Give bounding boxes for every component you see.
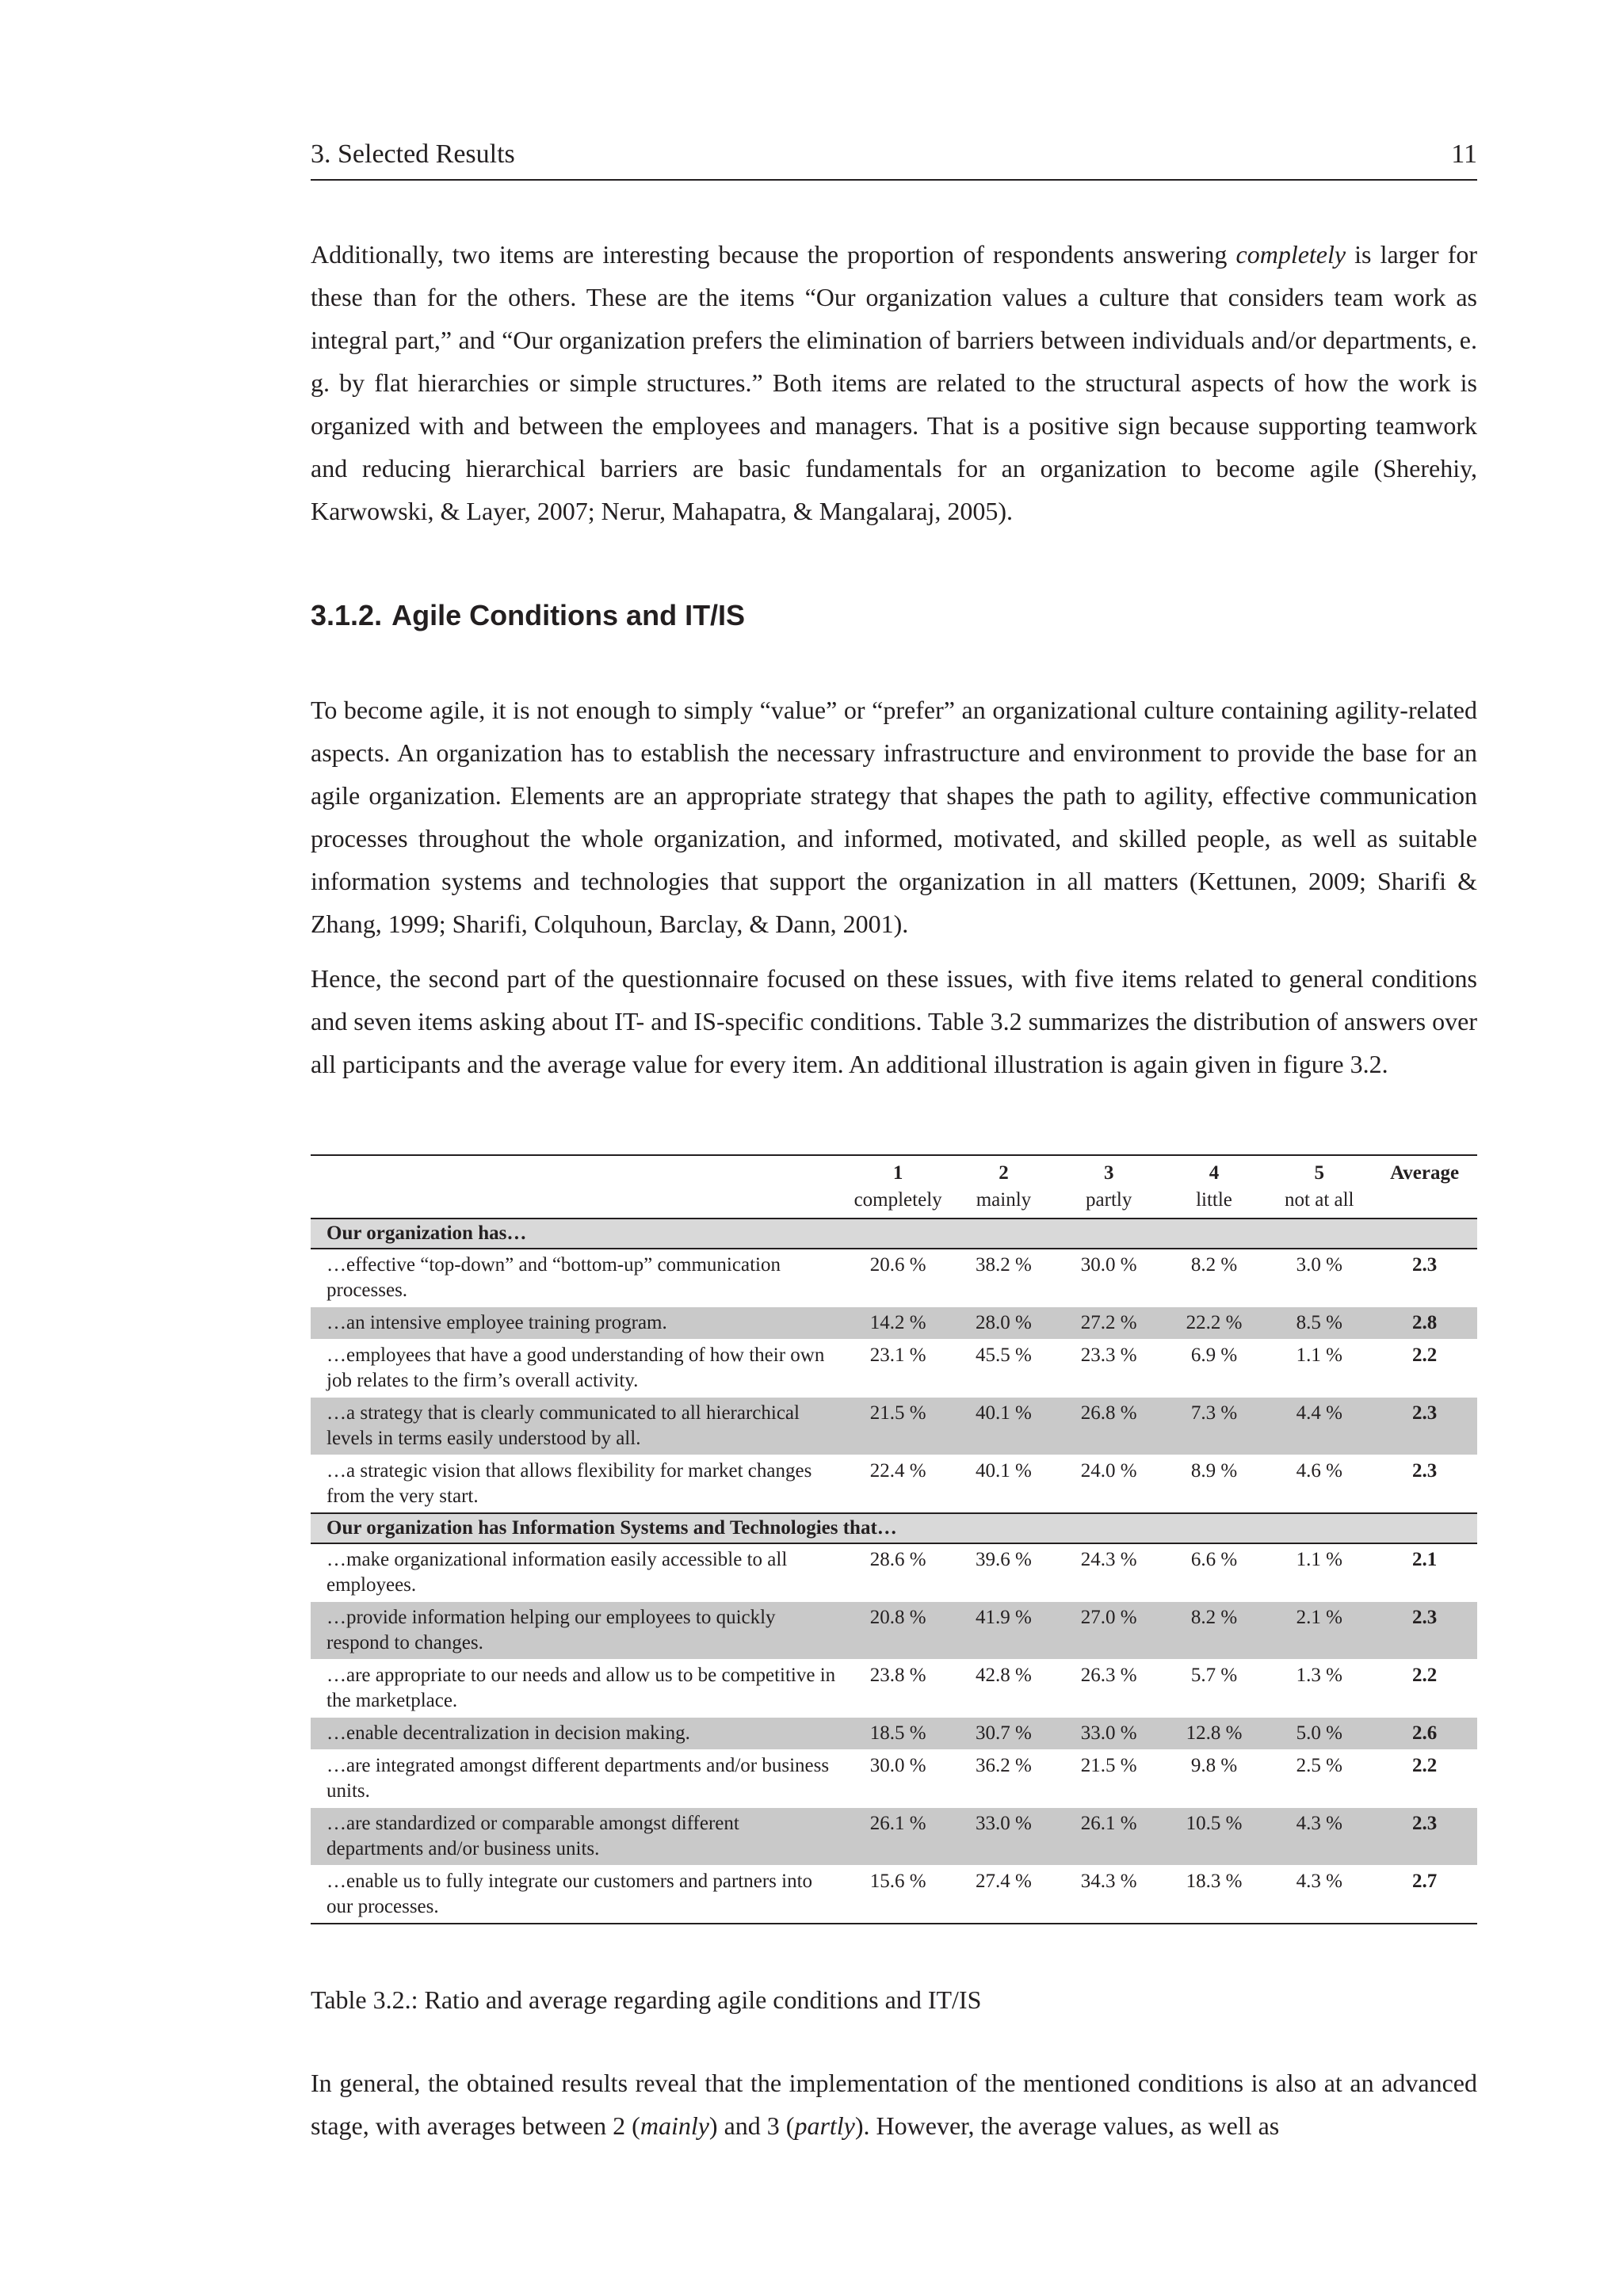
header-number: 5 [1314, 1162, 1325, 1184]
cell-mainly: 28.0 % [951, 1307, 1056, 1340]
cell-completely: 20.6 % [845, 1249, 951, 1307]
header-label-row [311, 1186, 1477, 1219]
page-number: 11 [1451, 139, 1477, 169]
header-average: Average [1390, 1162, 1460, 1184]
cell-little: 6.9 % [1162, 1340, 1267, 1398]
cell-completely: 30.0 % [845, 1750, 951, 1808]
cell-average: 2.3 [1372, 1808, 1477, 1866]
cell-little: 10.5 % [1162, 1808, 1267, 1866]
cell-completely: 22.4 % [845, 1455, 951, 1514]
cell-partly: 21.5 % [1056, 1750, 1162, 1808]
table-row [311, 1750, 1477, 1808]
group-row-information-systems [311, 1513, 1477, 1543]
cell-completely: 20.8 % [845, 1602, 951, 1660]
table-row [311, 1455, 1477, 1514]
paragraph-text: is larger for these than for the others. These are the items “Our organization values a culture that considers team work as integral part,” and “Our organization prefers the elimination of barriers between individuals and/or departments, e. g. by flat hierarchies or simple structures.” Both items are related to the structural aspects of how the work is organized with and between the employees and managers. That is a positive sign because supporting teamwork and reducing hierarchical barriers are basic fundamentals for an organization to become agile (Sherehiy, Karwowski, & Layer, 2007; Nerur, Mahapatra, & Mangalaraj, 2005). [311, 240, 1478, 525]
cell-not-at-all: 2.5 % [1266, 1750, 1372, 1808]
cell-mainly: 42.8 % [951, 1660, 1056, 1718]
cell-average: 2.3 [1372, 1398, 1477, 1455]
paragraph-agility-elements: To become agile, it is not enough to simply “value” or “prefer” an organizational culture containing agility-related aspects. An organization has to establish the necessary infrastructure and environment to provide the base for an agile organization. Elements are an appropriate strategy that shapes the path to agility, effective communication processes throughout the whole organization, and informed, motivated, and skilled people, as well as suitable information systems and technologies that support the organization in all matters (Kettunen, 2009; Sharifi & Zhang, 1999; Sharifi, Colquhoun, Barclay, & Dann, 2001). [311, 696, 1477, 938]
cell-little: 8.2 % [1162, 1249, 1267, 1307]
table-row [311, 1398, 1477, 1455]
header-number: 3 [1103, 1162, 1114, 1184]
table-row [311, 1340, 1477, 1398]
row-label: …an intensive employee training program. [311, 1307, 845, 1340]
cell-partly: 34.3 % [1056, 1866, 1162, 1924]
cell-mainly: 27.4 % [951, 1866, 1056, 1924]
cell-little: 5.7 % [1162, 1660, 1267, 1718]
paragraph-text: Additionally, two items are interesting because the proportion of respondents answering [311, 240, 1236, 269]
cell-not-at-all: 4.3 % [1266, 1866, 1372, 1924]
table-row [311, 1866, 1477, 1924]
cell-average: 2.3 [1372, 1455, 1477, 1514]
cell-partly: 24.0 % [1056, 1455, 1162, 1514]
cell-completely: 23.8 % [845, 1660, 951, 1718]
cell-average: 2.3 [1372, 1602, 1477, 1660]
cell-partly: 24.3 % [1056, 1543, 1162, 1602]
subsection-heading [311, 597, 745, 635]
cell-average: 2.2 [1372, 1340, 1477, 1398]
cell-partly: 27.0 % [1056, 1602, 1162, 1660]
cell-mainly: 39.6 % [951, 1543, 1056, 1602]
cell-average: 2.1 [1372, 1543, 1477, 1602]
cell-mainly: 38.2 % [951, 1249, 1056, 1307]
header-empty [311, 1186, 845, 1219]
cell-little: 18.3 % [1162, 1866, 1267, 1924]
cell-not-at-all: 4.3 % [1266, 1808, 1372, 1866]
group-label: Our organization has Information Systems and Technologies that… [311, 1513, 1477, 1543]
cell-partly: 30.0 % [1056, 1249, 1162, 1307]
table-row [311, 1307, 1477, 1340]
header-number-row [311, 1155, 1477, 1186]
cell-average: 2.6 [1372, 1718, 1477, 1750]
paragraph-completely-items [311, 233, 1477, 532]
cell-little: 8.2 % [1162, 1602, 1267, 1660]
cell-little: 8.9 % [1162, 1455, 1267, 1514]
table-row [311, 1808, 1477, 1866]
paragraph-text: ) and 3 ( [708, 2111, 795, 2140]
header-label: mainly [976, 1189, 1032, 1211]
header-empty [311, 1155, 845, 1186]
row-label: …a strategy that is clearly communicated to all hierarchical levels in terms easily understood by all. [311, 1398, 845, 1455]
cell-average: 2.8 [1372, 1307, 1477, 1340]
cell-completely: 15.6 % [845, 1866, 951, 1924]
cell-average: 2.2 [1372, 1750, 1477, 1808]
header-label: completely [854, 1189, 942, 1211]
row-label: …provide information helping our employees to quickly respond to changes. [311, 1602, 845, 1660]
cell-average: 2.3 [1372, 1249, 1477, 1307]
subsection-title: Agile Conditions and IT/IS [391, 599, 746, 631]
cell-not-at-all: 3.0 % [1266, 1249, 1372, 1307]
cell-mainly: 33.0 % [951, 1808, 1056, 1866]
cell-not-at-all: 5.0 % [1266, 1718, 1372, 1750]
cell-mainly: 41.9 % [951, 1602, 1056, 1660]
table-row [311, 1543, 1477, 1602]
paragraph-general-results [311, 2061, 1477, 2147]
paragraph-text: In general, the obtained results reveal that the implementation of the mentioned conditions is also at an advanced stage, with averages between 2 ( [311, 2069, 1477, 2140]
cell-completely: 14.2 % [845, 1307, 951, 1340]
running-header [311, 135, 1477, 181]
cell-not-at-all: 8.5 % [1266, 1307, 1372, 1340]
emphasis-mainly: mainly [640, 2111, 709, 2140]
header-empty [1372, 1186, 1477, 1219]
table-header [311, 1155, 1477, 1219]
cell-completely: 18.5 % [845, 1718, 951, 1750]
cell-not-at-all: 1.1 % [1266, 1543, 1372, 1602]
cell-not-at-all: 1.1 % [1266, 1340, 1372, 1398]
emphasis-partly: partly [794, 2111, 855, 2140]
table-row [311, 1718, 1477, 1750]
cell-mainly: 36.2 % [951, 1750, 1056, 1808]
header-number: 2 [999, 1162, 1009, 1184]
cell-little: 9.8 % [1162, 1750, 1267, 1808]
row-label: …are integrated amongst different departments and/or business units. [311, 1750, 845, 1808]
cell-partly: 23.3 % [1056, 1340, 1162, 1398]
cell-not-at-all: 4.4 % [1266, 1398, 1372, 1455]
cell-mainly: 40.1 % [951, 1398, 1056, 1455]
paragraph-text: ). However, the average values, as well as [854, 2111, 1280, 2140]
header-label: little [1196, 1189, 1232, 1211]
group-label: Our organization has… [311, 1219, 1477, 1249]
cell-average: 2.2 [1372, 1660, 1477, 1718]
row-label: …enable decentralization in decision making. [311, 1718, 845, 1750]
cell-completely: 21.5 % [845, 1398, 951, 1455]
table-caption: Table 3.2.: Ratio and average regarding agile conditions and IT/IS [311, 1985, 982, 2014]
header-label: partly [1086, 1189, 1132, 1211]
row-label: …make organizational information easily accessible to all employees. [311, 1543, 845, 1602]
cell-completely: 26.1 % [845, 1808, 951, 1866]
cell-partly: 26.8 % [1056, 1398, 1162, 1455]
row-label: …effective “top-down” and “bottom-up” communication processes. [311, 1249, 845, 1307]
cell-mainly: 30.7 % [951, 1718, 1056, 1750]
cell-little: 12.8 % [1162, 1718, 1267, 1750]
row-label: …are standardized or comparable amongst different departments and/or business units. [311, 1808, 845, 1866]
row-label: …employees that have a good understanding of how their own job relates to the firm’s overall activity. [311, 1340, 845, 1398]
cell-partly: 27.2 % [1056, 1307, 1162, 1340]
table-row [311, 1602, 1477, 1660]
cell-little: 7.3 % [1162, 1398, 1267, 1455]
cell-partly: 33.0 % [1056, 1718, 1162, 1750]
cell-not-at-all: 2.1 % [1266, 1602, 1372, 1660]
row-label: …are appropriate to our needs and allow us to be competitive in the marketplace. [311, 1660, 845, 1718]
emphasis-completely: completely [1235, 240, 1346, 269]
cell-mainly: 45.5 % [951, 1340, 1056, 1398]
header-number: 1 [892, 1162, 903, 1184]
conditions-table [311, 1154, 1477, 1924]
table-row [311, 1660, 1477, 1718]
cell-not-at-all: 1.3 % [1266, 1660, 1372, 1718]
table-body [311, 1219, 1477, 1924]
header-number: 4 [1209, 1162, 1220, 1184]
cell-little: 6.6 % [1162, 1543, 1267, 1602]
cell-average: 2.7 [1372, 1866, 1477, 1924]
group-row-organization [311, 1219, 1477, 1249]
cell-completely: 28.6 % [845, 1543, 951, 1602]
subsection-number: 3.1.2. [311, 599, 383, 631]
header-label: not at all [1285, 1189, 1354, 1211]
cell-completely: 23.1 % [845, 1340, 951, 1398]
cell-mainly: 40.1 % [951, 1455, 1056, 1514]
row-label: …enable us to fully integrate our customers and partners into our processes. [311, 1866, 845, 1924]
paragraph-questionnaire: Hence, the second part of the questionnaire focused on these issues, with five items related to general conditions and seven items asking about IT- and IS-specific conditions. Table 3.2 summarizes the distribution of answers over all participants and the average value for every item. An additional illustration is again given in figure 3.2. [311, 964, 1477, 1078]
cell-little: 22.2 % [1162, 1307, 1267, 1340]
cell-partly: 26.3 % [1056, 1660, 1162, 1718]
header-chapter-title: 3. Selected Results [311, 139, 515, 169]
table-row [311, 1249, 1477, 1307]
cell-partly: 26.1 % [1056, 1808, 1162, 1866]
row-label: …a strategic vision that allows flexibility for market changes from the very start. [311, 1455, 845, 1514]
cell-not-at-all: 4.6 % [1266, 1455, 1372, 1514]
